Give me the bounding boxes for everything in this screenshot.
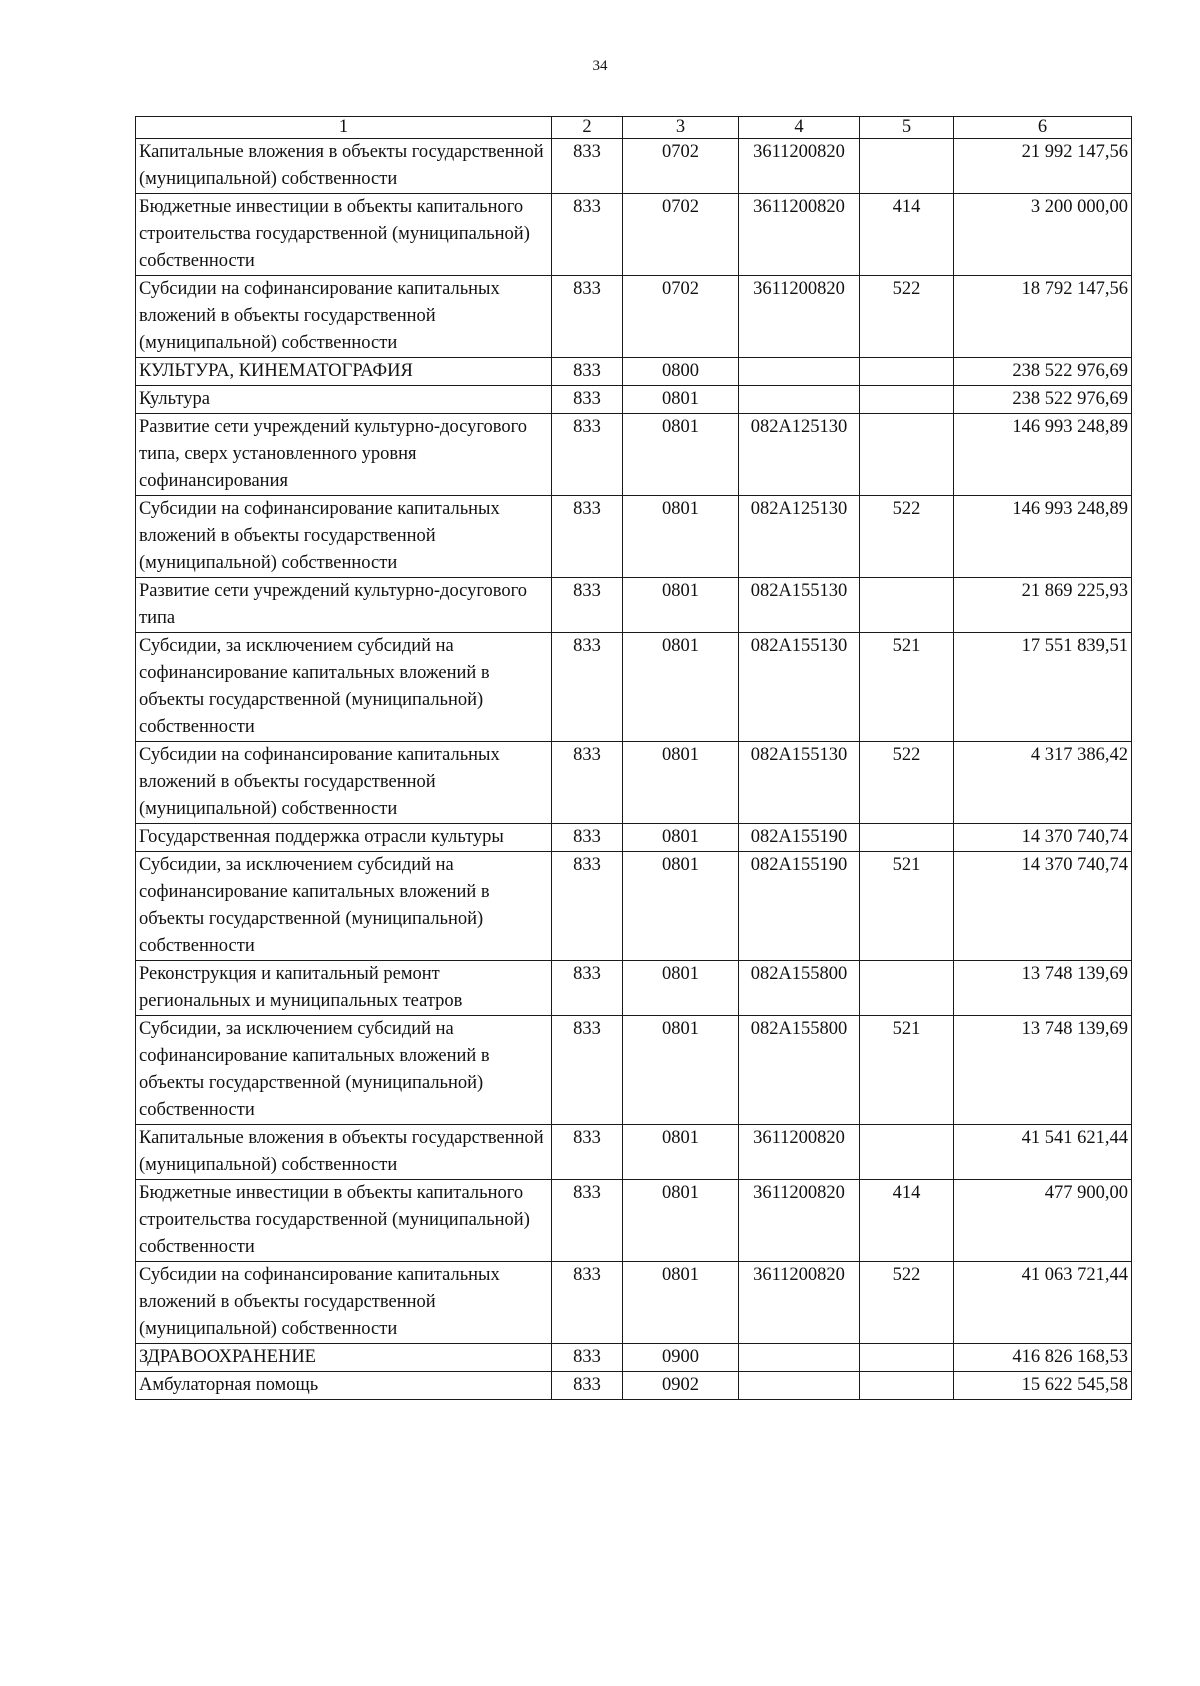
row-name: Субсидии, за исключением субсидий на софинансирование капитальных вложений в объекты государственной (муниципальной) собственности bbox=[136, 852, 552, 961]
row-name: Культура bbox=[136, 386, 552, 414]
row-amount: 15 622 545,58 bbox=[954, 1372, 1132, 1400]
budget-table bbox=[135, 116, 1132, 1400]
row-col-2: 833 bbox=[552, 194, 623, 276]
row-col-4: 3611200820 bbox=[739, 139, 860, 194]
table-row bbox=[136, 742, 1132, 824]
row-col-3: 0801 bbox=[623, 1125, 739, 1180]
row-col-4 bbox=[739, 358, 860, 386]
table-row bbox=[136, 1180, 1132, 1262]
header-row bbox=[136, 117, 1132, 139]
row-amount: 4 317 386,42 bbox=[954, 742, 1132, 824]
row-col-3: 0801 bbox=[623, 578, 739, 633]
row-col-4: 3611200820 bbox=[739, 1262, 860, 1344]
row-col-2: 833 bbox=[552, 139, 623, 194]
row-amount: 238 522 976,69 bbox=[954, 386, 1132, 414]
table-row bbox=[136, 852, 1132, 961]
header-cell-4: 4 bbox=[739, 117, 860, 139]
row-col-4: 082A155190 bbox=[739, 852, 860, 961]
row-name: Субсидии на софинансирование капитальных вложений в объекты государственной (муниципальной) собственности bbox=[136, 276, 552, 358]
row-col-2: 833 bbox=[552, 852, 623, 961]
row-col-2: 833 bbox=[552, 824, 623, 852]
row-col-5 bbox=[860, 824, 954, 852]
row-col-4 bbox=[739, 1344, 860, 1372]
row-name: Субсидии, за исключением субсидий на софинансирование капитальных вложений в объекты государственной (муниципальной) собственности bbox=[136, 633, 552, 742]
table-row bbox=[136, 414, 1132, 496]
row-col-4: 082A125130 bbox=[739, 414, 860, 496]
row-amount: 146 993 248,89 bbox=[954, 496, 1132, 578]
row-col-2: 833 bbox=[552, 578, 623, 633]
row-col-5 bbox=[860, 1344, 954, 1372]
row-col-5: 521 bbox=[860, 1016, 954, 1125]
header-cell-3: 3 bbox=[623, 117, 739, 139]
row-col-4 bbox=[739, 386, 860, 414]
row-name: Субсидии на софинансирование капитальных вложений в объекты государственной (муниципальной) собственности bbox=[136, 742, 552, 824]
row-col-4 bbox=[739, 1372, 860, 1400]
row-col-3: 0801 bbox=[623, 496, 739, 578]
row-col-2: 833 bbox=[552, 961, 623, 1016]
row-col-4: 082A155130 bbox=[739, 633, 860, 742]
row-name: Государственная поддержка отрасли культуры bbox=[136, 824, 552, 852]
row-col-5: 522 bbox=[860, 1262, 954, 1344]
row-col-4: 3611200820 bbox=[739, 1125, 860, 1180]
row-name: Амбулаторная помощь bbox=[136, 1372, 552, 1400]
row-col-5 bbox=[860, 139, 954, 194]
row-col-4: 082A155800 bbox=[739, 961, 860, 1016]
row-col-2: 833 bbox=[552, 414, 623, 496]
header-cell-6: 6 bbox=[954, 117, 1132, 139]
row-col-3: 0801 bbox=[623, 1016, 739, 1125]
row-col-4: 082A155800 bbox=[739, 1016, 860, 1125]
row-col-4: 3611200820 bbox=[739, 194, 860, 276]
table-row bbox=[136, 194, 1132, 276]
row-col-4: 082A125130 bbox=[739, 496, 860, 578]
table-row bbox=[136, 1125, 1132, 1180]
row-name: Субсидии на софинансирование капитальных вложений в объекты государственной (муниципальной) собственности bbox=[136, 1262, 552, 1344]
row-col-3: 0702 bbox=[623, 194, 739, 276]
row-amount: 21 992 147,56 bbox=[954, 139, 1132, 194]
row-col-5: 414 bbox=[860, 1180, 954, 1262]
row-amount: 41 063 721,44 bbox=[954, 1262, 1132, 1344]
row-col-5 bbox=[860, 1372, 954, 1400]
row-col-2: 833 bbox=[552, 496, 623, 578]
row-col-2: 833 bbox=[552, 1372, 623, 1400]
row-amount: 416 826 168,53 bbox=[954, 1344, 1132, 1372]
row-col-2: 833 bbox=[552, 633, 623, 742]
row-col-5: 522 bbox=[860, 742, 954, 824]
table-body bbox=[136, 139, 1132, 1400]
page-number: 34 bbox=[592, 58, 608, 74]
row-amount: 13 748 139,69 bbox=[954, 961, 1132, 1016]
row-col-5: 414 bbox=[860, 194, 954, 276]
row-col-2: 833 bbox=[552, 1262, 623, 1344]
table-row bbox=[136, 386, 1132, 414]
row-col-5 bbox=[860, 1125, 954, 1180]
row-col-5 bbox=[860, 414, 954, 496]
row-col-3: 0801 bbox=[623, 742, 739, 824]
table-row bbox=[136, 824, 1132, 852]
row-amount: 21 869 225,93 bbox=[954, 578, 1132, 633]
row-amount: 17 551 839,51 bbox=[954, 633, 1132, 742]
row-col-4: 082A155190 bbox=[739, 824, 860, 852]
row-name: Капитальные вложения в объекты государственной (муниципальной) собственности bbox=[136, 1125, 552, 1180]
row-col-4: 3611200820 bbox=[739, 276, 860, 358]
row-col-3: 0801 bbox=[623, 386, 739, 414]
row-col-3: 0801 bbox=[623, 414, 739, 496]
table-row bbox=[136, 1344, 1132, 1372]
row-col-3: 0702 bbox=[623, 139, 739, 194]
row-col-5 bbox=[860, 961, 954, 1016]
row-name: Субсидии на софинансирование капитальных вложений в объекты государственной (муниципальной) собственности bbox=[136, 496, 552, 578]
row-col-3: 0801 bbox=[623, 852, 739, 961]
row-col-4: 082A155130 bbox=[739, 742, 860, 824]
row-amount: 14 370 740,74 bbox=[954, 824, 1132, 852]
row-col-2: 833 bbox=[552, 1016, 623, 1125]
header-cell-5: 5 bbox=[860, 117, 954, 139]
row-amount: 13 748 139,69 bbox=[954, 1016, 1132, 1125]
row-name: Бюджетные инвестиции в объекты капитального строительства государственной (муниципальной) собственности bbox=[136, 1180, 552, 1262]
row-col-5 bbox=[860, 386, 954, 414]
row-amount: 238 522 976,69 bbox=[954, 358, 1132, 386]
row-col-2: 833 bbox=[552, 276, 623, 358]
row-col-2: 833 bbox=[552, 1125, 623, 1180]
table-row bbox=[136, 139, 1132, 194]
header-cell-2: 2 bbox=[552, 117, 623, 139]
row-col-3: 0801 bbox=[623, 824, 739, 852]
row-col-5: 522 bbox=[860, 276, 954, 358]
row-col-3: 0900 bbox=[623, 1344, 739, 1372]
row-amount: 18 792 147,56 bbox=[954, 276, 1132, 358]
row-col-3: 0702 bbox=[623, 276, 739, 358]
table-row bbox=[136, 1372, 1132, 1400]
row-name: Развитие сети учреждений культурно-досугового типа, сверх установленного уровня софинансирования bbox=[136, 414, 552, 496]
row-col-3: 0801 bbox=[623, 961, 739, 1016]
row-col-5: 521 bbox=[860, 852, 954, 961]
table-row bbox=[136, 633, 1132, 742]
row-col-5 bbox=[860, 358, 954, 386]
row-name: КУЛЬТУРА, КИНЕМАТОГРАФИЯ bbox=[136, 358, 552, 386]
row-col-3: 0801 bbox=[623, 1262, 739, 1344]
row-col-3: 0800 bbox=[623, 358, 739, 386]
table-row bbox=[136, 358, 1132, 386]
row-col-5 bbox=[860, 578, 954, 633]
row-col-2: 833 bbox=[552, 1344, 623, 1372]
row-col-2: 833 bbox=[552, 742, 623, 824]
row-amount: 477 900,00 bbox=[954, 1180, 1132, 1262]
table-row bbox=[136, 496, 1132, 578]
row-col-2: 833 bbox=[552, 358, 623, 386]
table-row bbox=[136, 1016, 1132, 1125]
row-name: Бюджетные инвестиции в объекты капитального строительства государственной (муниципальной) собственности bbox=[136, 194, 552, 276]
row-amount: 41 541 621,44 bbox=[954, 1125, 1132, 1180]
table-row bbox=[136, 961, 1132, 1016]
row-amount: 146 993 248,89 bbox=[954, 414, 1132, 496]
row-col-2: 833 bbox=[552, 386, 623, 414]
row-amount: 14 370 740,74 bbox=[954, 852, 1132, 961]
row-col-3: 0801 bbox=[623, 633, 739, 742]
table-row bbox=[136, 276, 1132, 358]
row-col-5: 522 bbox=[860, 496, 954, 578]
row-name: Субсидии, за исключением субсидий на софинансирование капитальных вложений в объекты государственной (муниципальной) собственности bbox=[136, 1016, 552, 1125]
table-row bbox=[136, 578, 1132, 633]
row-col-4: 3611200820 bbox=[739, 1180, 860, 1262]
row-amount: 3 200 000,00 bbox=[954, 194, 1132, 276]
row-name: Развитие сети учреждений культурно-досугового типа bbox=[136, 578, 552, 633]
row-col-4: 082A155130 bbox=[739, 578, 860, 633]
row-name: Капитальные вложения в объекты государственной (муниципальной) собственности bbox=[136, 139, 552, 194]
row-name: ЗДРАВООХРАНЕНИЕ bbox=[136, 1344, 552, 1372]
row-col-3: 0902 bbox=[623, 1372, 739, 1400]
header-cell-1: 1 bbox=[136, 117, 552, 139]
row-name: Реконструкция и капитальный ремонт региональных и муниципальных театров bbox=[136, 961, 552, 1016]
table-row bbox=[136, 1262, 1132, 1344]
row-col-5: 521 bbox=[860, 633, 954, 742]
row-col-3: 0801 bbox=[623, 1180, 739, 1262]
row-col-2: 833 bbox=[552, 1180, 623, 1262]
